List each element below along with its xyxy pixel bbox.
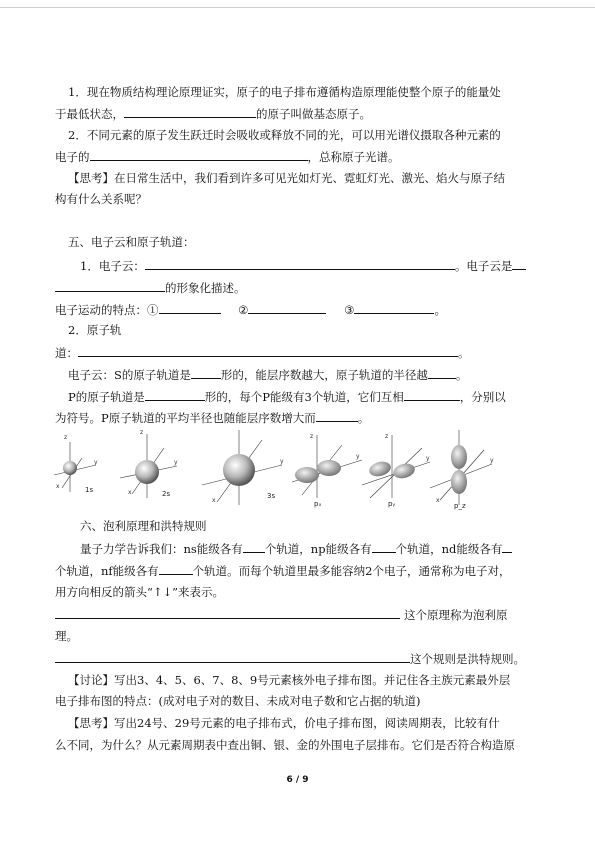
orbital-1s [63,461,77,475]
para-1-line-1: 1．现在物质结构理论原理证实，原子的电子排布遵循构造原理能使整个原子的能量处 [68,85,501,99]
label-pz: p_z [454,502,466,510]
electron-cloud-line: 1．电子云： 。电子云是 [80,258,580,274]
discussion-line-1: 【讨论】写出3、4、5、6、7、8、9号元素核外电子排布图。并记住各主族元素最外层 [68,673,511,687]
pauli-line-1: 这个原理称为泡利原 [55,607,555,623]
think-2-line-2: 么不同，为什么？从元素周期表中查出铜、银、金的外围电子层排布。它们是否符合构造原 [55,738,515,752]
think-2-line-1: 【思考】写出24号、29号元素的电子排布式，价电子排布图，阅读周期表，比较有什 [68,716,500,730]
axis-label: y [94,459,98,466]
electron-cloud-line-2: 的形象化描述。 [55,280,555,296]
blank [428,367,456,379]
blank [55,607,400,619]
blank [512,258,526,270]
hund-line: 这个规则是洪特规则。 [55,651,555,667]
para-1-line-2: 于最低状态， 的原子叫做基态原子。 [55,107,371,121]
axis-label: z [64,434,68,441]
quantum-line-3: 用方向相反的箭头“↑↓”来表示。 [55,585,225,599]
pauli-line-2: 理。 [55,629,78,643]
axis-label: z [140,430,144,436]
axis-label: y [490,457,494,464]
blank [124,106,256,118]
blank [55,280,165,292]
label-2s: 2s [162,490,171,498]
axis-label: x [56,483,60,490]
axis-label: x [128,489,132,496]
s-orbital-line: 电子云：S的原子轨道是 形的，能层序数越大，原子轨道的半径越 。 [68,368,468,382]
blank [316,410,358,422]
orbital-2s [135,460,159,484]
quantum-line-2: 个轨道，nf能级各有 个轨道。而每个轨道里最多能容纳2个电子，通常称为电子对， [55,564,511,578]
page-number: 6 / 9 [286,775,309,785]
section-5-title: 五、电子云和原子轨道： [68,235,195,249]
blank [191,367,221,379]
p-orbital-line-2: 为符号。P原子轨道的平均半径也随能层序数增大而 。 [55,411,370,425]
header-rule [0,7,595,8]
section-6-title: 六、泡利原理和洪特规则 [80,519,207,533]
label-3s: 3s [267,492,276,500]
p-orbital-line-1: P的原子轨道是 形的，每个P能级有3个轨道，它们互相 ，分别以 [68,390,506,404]
blank [372,541,396,553]
axis-label: y [174,459,178,466]
axis-label: y [280,458,284,465]
blank [90,149,308,161]
axis-label: x [212,497,216,504]
blank [243,541,265,553]
blank [55,651,410,663]
blank [159,563,193,575]
label-px: pₓ [314,500,322,508]
think-1-line-2: 构有什么关系呢？ [55,192,147,206]
think-1-line-1: 【思考】在日常生活中，我们看到许多可见光如灯光、霓虹灯光、激光、焰火与原子结 [68,171,505,185]
label-py: pᵧ [388,500,396,508]
orbital-figures [52,430,552,510]
quantum-line-1: 量子力学告诉我们：ns能级各有 个轨道，np能级各有 个轨道，nd能级各有 [80,541,580,557]
orbital-px [295,460,341,483]
para-2-line-1: 2．不同元素的原子发生跃迁时会吸收或释放不同的光，可以用光谱仪摄取各种元素的 [68,128,501,142]
blank [502,541,512,553]
axis-label: z [385,433,389,440]
orbital-line: 道： 。 [55,346,470,360]
para-2-line-2: 电子的 ，总称原子光谱。 [55,150,400,164]
axis-label: y [356,453,360,460]
blank [159,302,221,314]
blank [248,302,326,314]
axis-label: y [426,455,430,462]
blank [145,389,205,401]
discussion-line-2: 电子排布图的特点：(成对电子对的数目、未成对电子数和它占据的轨道) [55,694,421,708]
label-1s: 1s [85,486,94,494]
axis-label: x [436,497,440,504]
blank [404,389,460,401]
blank [145,258,455,270]
orbital-title: 2．原子轨 [68,323,122,337]
orbital-3s [223,454,255,486]
motion-features-line: 电子运动的特点：① ② ③ 。 [55,303,446,317]
blank [78,345,458,357]
axis-label: z [310,433,314,440]
blank [354,302,434,314]
